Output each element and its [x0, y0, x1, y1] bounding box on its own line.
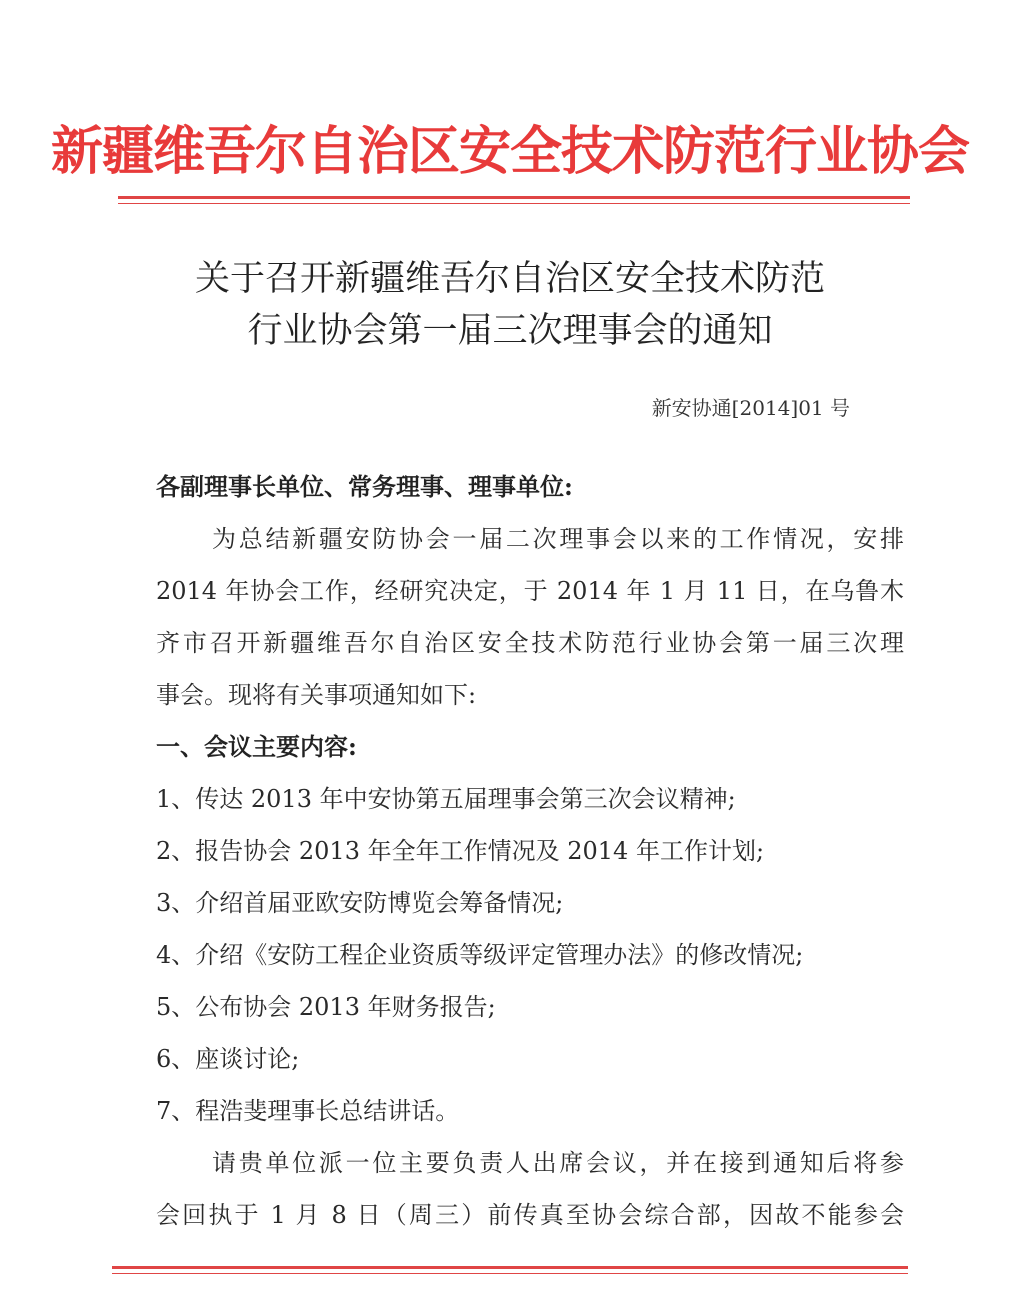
notice-title-line-1: 关于召开新疆维吾尔自治区安全技术防范 — [194, 259, 825, 299]
footer-rule-thin — [112, 1273, 908, 1274]
letterhead-rule-thick — [118, 196, 910, 199]
intro-line-1: 为总结新疆安防协会一届二次理事会以来的工作情况，安排 — [212, 525, 904, 553]
intro-line-2: 2014 年协会工作，经研究决定，于 2014 年 1 月 11 日，在乌鲁木 — [156, 577, 904, 605]
letterhead-org-name: 新疆维吾尔自治区安全技术防范行业协会 — [50, 121, 969, 182]
closing-line-1: 请贵单位派一位主要负责人出席会议，并在接到通知后将参 — [212, 1149, 904, 1177]
letterhead-rule-thin — [118, 203, 910, 204]
section-heading-meeting-content: 一、会议主要内容: — [156, 732, 357, 761]
footer-rule-thick — [112, 1266, 908, 1269]
agenda-item-2: 2、报告协会 2013 年全年工作情况及 2014 年工作计划; — [156, 837, 765, 865]
agenda-item-4: 4、介绍《安防工程企业资质等级评定管理办法》的修改情况; — [156, 941, 804, 969]
agenda-item-7: 7、程浩斐理事长总结讲话。 — [156, 1097, 460, 1125]
agenda-item-5: 5、公布协会 2013 年财务报告; — [156, 993, 496, 1021]
intro-line-3: 齐市召开新疆维吾尔自治区安全技术防范行业协会第一届三次理 — [156, 629, 904, 657]
salutation: 各副理事长单位、常务理事、理事单位: — [156, 472, 573, 501]
agenda-item-6: 6、座谈讨论; — [156, 1045, 300, 1073]
agenda-item-1: 1、传达 2013 年中安协第五届理事会第三次会议精神; — [156, 785, 736, 813]
closing-line-2: 会回执于 1 月 8 日（周三）前传真至协会综合部，因故不能参会 — [156, 1201, 904, 1229]
agenda-item-3: 3、介绍首届亚欧安防博览会筹备情况; — [156, 889, 564, 917]
notice-title-line-2: 行业协会第一届三次理事会的通知 — [247, 311, 773, 351]
document-number: 新安协通[2014]01 号 — [651, 396, 850, 420]
intro-line-4: 事会。现将有关事项通知如下: — [156, 681, 477, 709]
